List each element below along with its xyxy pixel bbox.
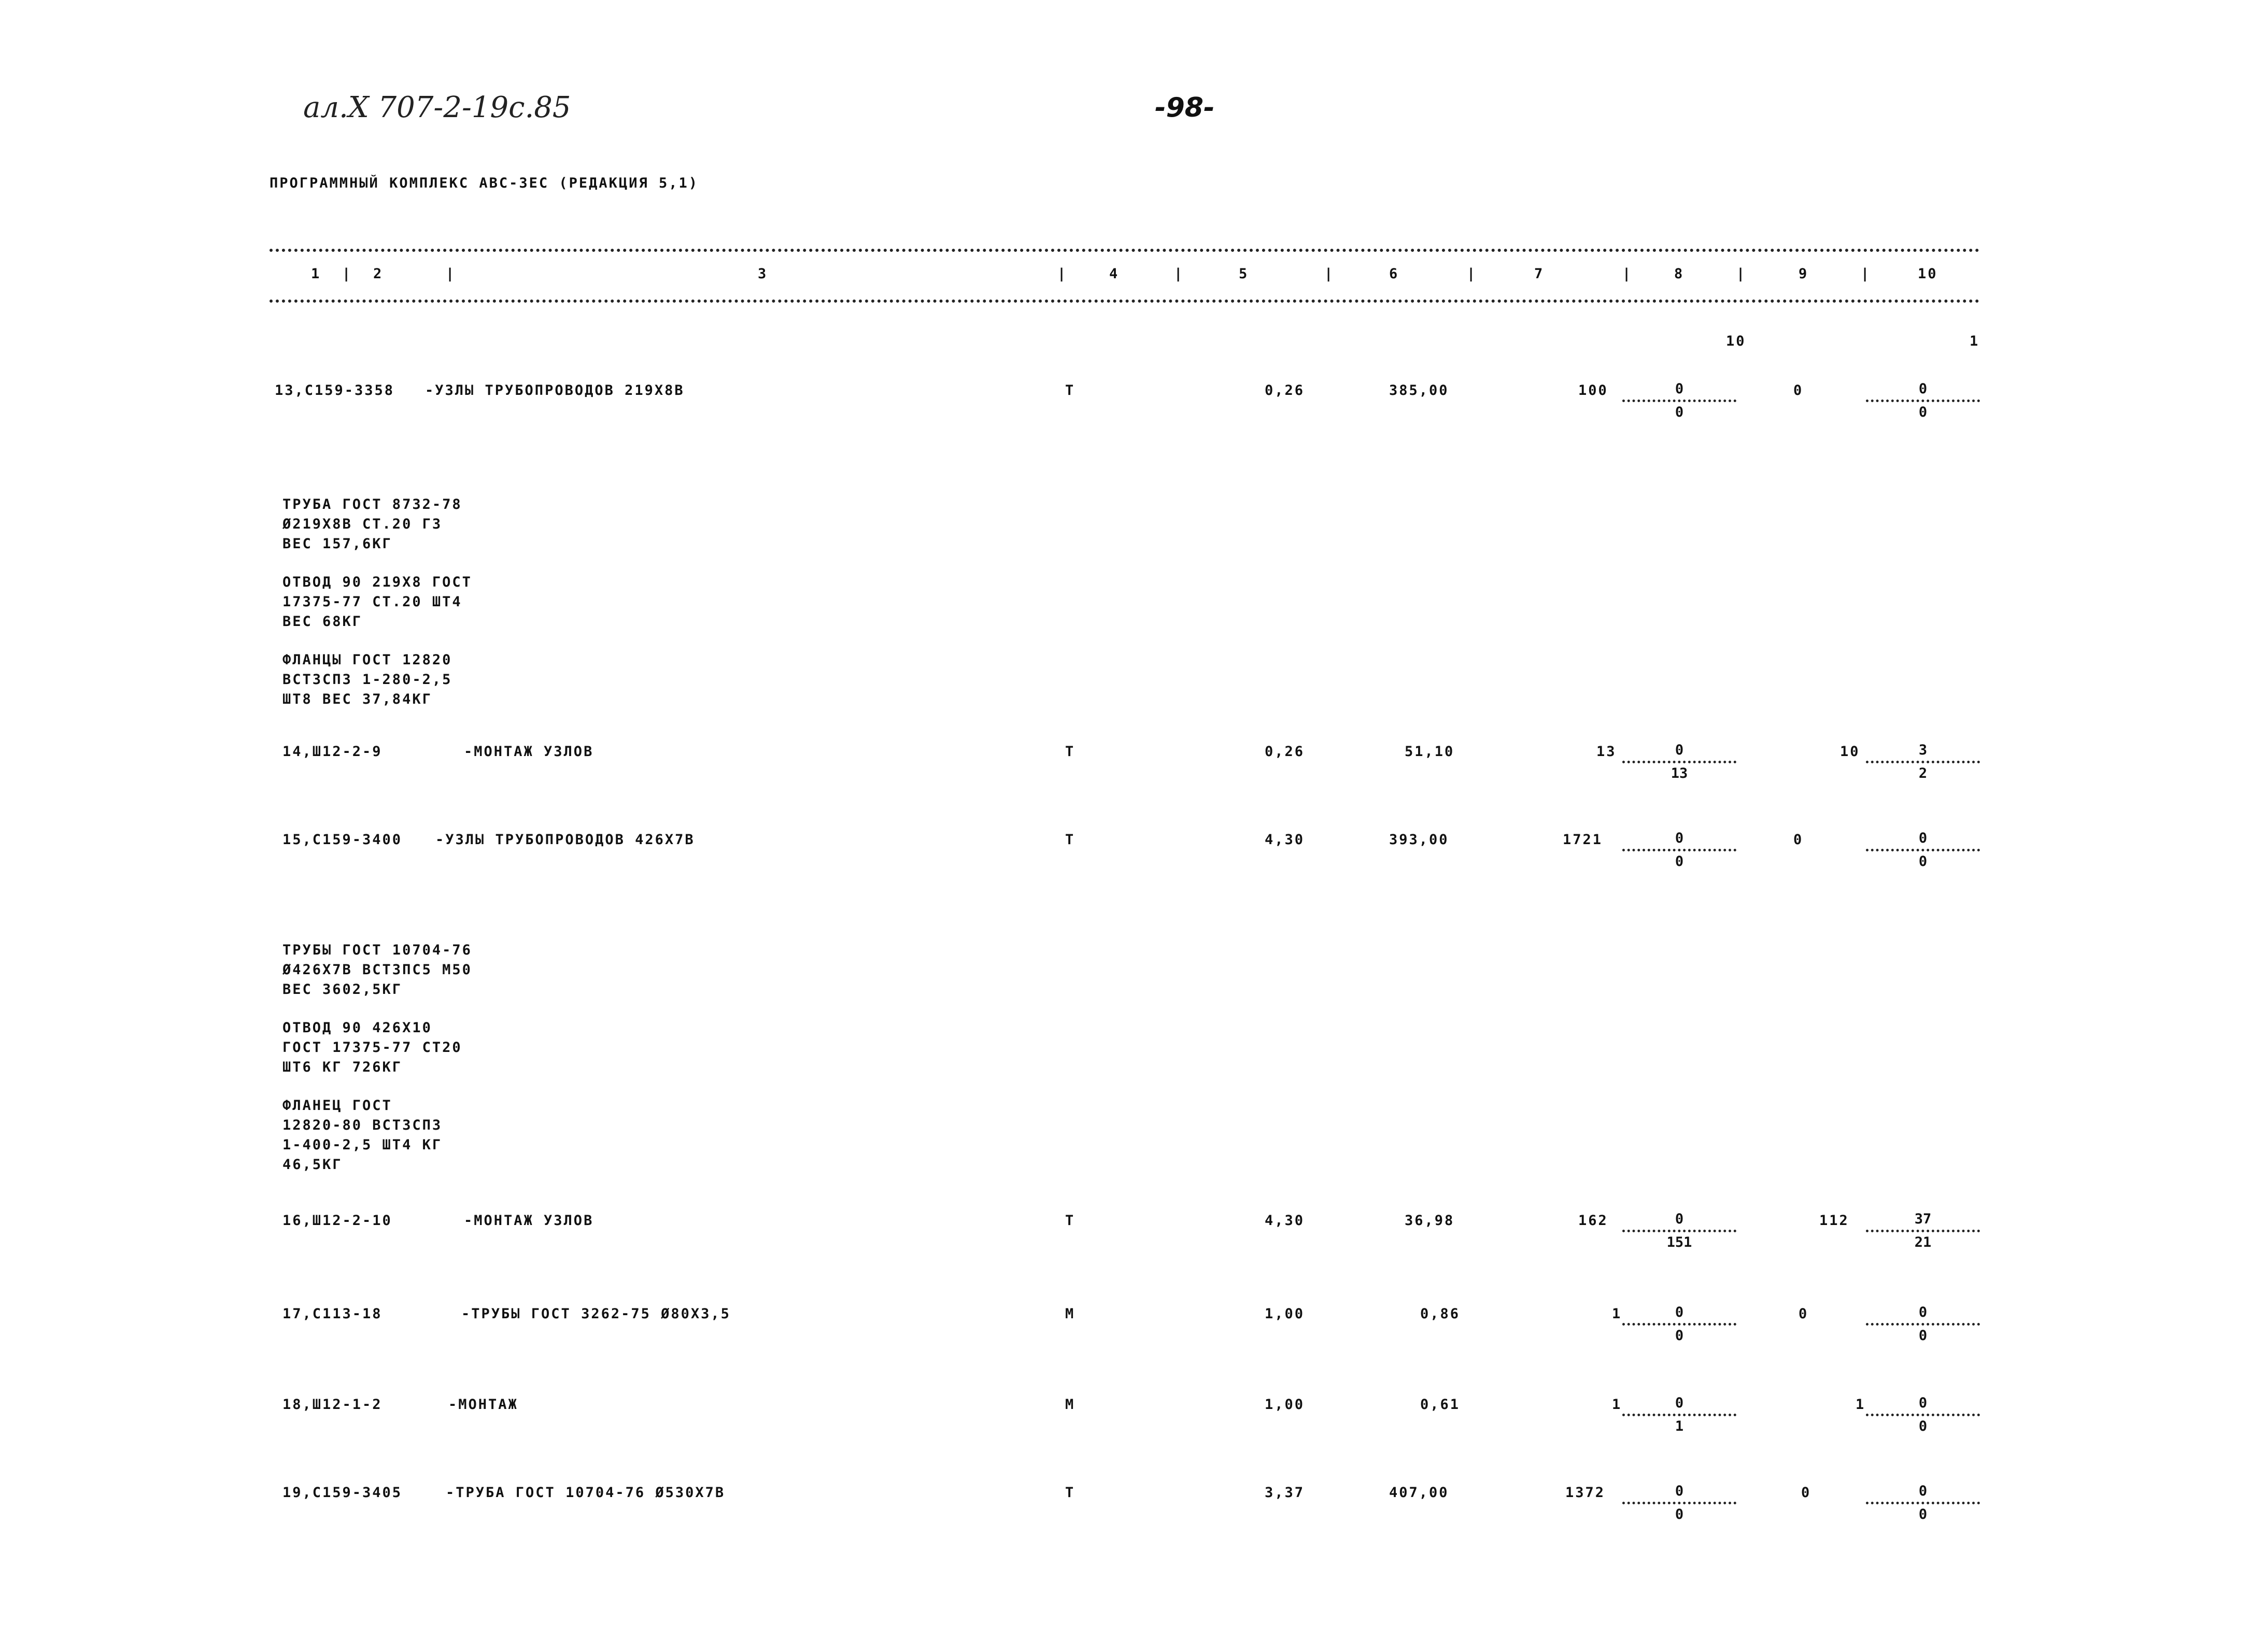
row-code: 14,Ш12-2-9 [282,744,383,760]
fraction-bar [1622,1230,1736,1232]
row-fraction-col8 [1622,742,1736,782]
fraction-bottom: 151 [1666,1234,1692,1250]
col-number-1: 1 [311,266,321,282]
fraction-top: 0 [1675,830,1684,846]
col-number-10: 10 [1918,266,1938,282]
row-price: 385,00 [1389,382,1449,398]
row-col9: 0 [1793,382,1804,398]
row-unit: Т [1065,382,1075,398]
header-top-rule [270,249,1980,252]
row-price: 36,98 [1405,1213,1455,1229]
row-name: -МОНТАЖ [448,1397,518,1413]
col-number-9: 9 [1799,266,1809,282]
row-name: -УЗЛЫ ТРУБОПРОВОДОВ 426Х7В [435,832,695,848]
row-total: 162 [1578,1213,1608,1229]
row-col9: 112 [1819,1213,1849,1229]
fraction-top: 0 [1918,381,1928,397]
col-number-8: 8 [1674,266,1684,282]
note-line: ШТ6 КГ 726КГ [282,1059,403,1075]
row-total: 1 [1612,1306,1622,1322]
row-fraction-col8 [1622,1483,1736,1523]
row-unit: Т [1065,744,1075,760]
row-name: -ТРУБА ГОСТ 10704-76 Ø530Х7В [446,1485,726,1501]
row-code: 18,Ш12-1-2 [282,1397,383,1413]
fraction-top: 0 [1675,1211,1684,1227]
fraction-bar [1622,400,1736,402]
note-line: ШТ8 ВЕС 37,84КГ [282,691,432,707]
fraction-bar [1866,849,1980,851]
row-price: 0,86 [1420,1306,1461,1322]
fraction-bottom: 0 [1918,1506,1928,1522]
program-title: ПРОГРАММНЫЙ КОМПЛЕКС АВС-3ЕС (РЕДАКЦИЯ 5,1) [270,175,699,191]
material-notes-b [282,941,472,1175]
row-fraction-col10 [1866,830,1980,870]
row-col9: 10 [1840,744,1860,760]
fraction-bottom: 0 [1918,1328,1928,1344]
note-line: 1-400-2,5 ШТ4 КГ [282,1137,443,1153]
fraction-bar [1866,761,1980,763]
fraction-bottom: 0 [1675,1506,1684,1522]
fraction-bar [1622,1414,1736,1416]
row-fraction-col8 [1622,830,1736,870]
col-separator: | [446,266,456,282]
col-separator: | [1324,266,1335,282]
row-col9: 0 [1801,1485,1811,1501]
row-price: 0,61 [1420,1397,1461,1413]
fraction-top: 0 [1675,1304,1684,1320]
row-total: 1372 [1565,1485,1606,1501]
note-line: 12820-80 ВСТ3СП3 [282,1117,443,1133]
row-code: 15,С159-3400 [282,832,403,848]
row-total: 1721 [1563,832,1603,848]
row-total: 1 [1612,1397,1622,1413]
fraction-top: 0 [1918,1483,1928,1499]
fraction-top: 0 [1918,1395,1928,1411]
col-number-6: 6 [1389,266,1399,282]
fraction-bar [1866,1414,1980,1416]
row-quantity: 1,00 [1265,1306,1305,1322]
fraction-bottom: 0 [1918,1418,1928,1434]
col-separator: | [1467,266,1477,282]
note-line: ВСТ3СП3 1-280-2,5 [282,672,452,688]
row-price: 51,10 [1405,744,1455,760]
top-value-col10: 1 [1970,333,1980,349]
note-line: ФЛАНЦЫ ГОСТ 12820 [282,652,452,668]
note-line: Ø219Х8В СТ.20 ГЗ [282,516,443,532]
col-number-7: 7 [1534,266,1545,282]
row-unit: М [1065,1306,1075,1322]
row-col9: 1 [1856,1397,1866,1413]
document-reference: ал.Х 707-2-19с.85 [303,91,571,124]
fraction-bottom: 13 [1671,765,1688,781]
col-number-5: 5 [1239,266,1249,282]
row-name: -МОНТАЖ УЗЛОВ [464,744,594,760]
row-total: 13 [1596,744,1617,760]
row-quantity: 0,26 [1265,382,1305,398]
fraction-bar [1622,849,1736,851]
note-line: ВЕС 157,6КГ [282,536,392,552]
row-quantity: 0,26 [1265,744,1305,760]
fraction-bar [1866,1230,1980,1232]
page-number: -98- [1155,92,1215,123]
row-unit: Т [1065,832,1075,848]
fraction-bar [1866,1323,1980,1326]
note-line: ВЕС 68КГ [282,614,363,630]
note-line: ТРУБЫ ГОСТ 10704-76 [282,942,472,958]
col-number-3: 3 [758,266,768,282]
fraction-top: 0 [1675,742,1684,758]
row-col9: 0 [1799,1306,1809,1322]
fraction-top: 0 [1918,830,1928,846]
row-fraction-col8 [1622,1211,1736,1251]
row-code: 19,С159-3405 [282,1485,403,1501]
fraction-bottom: 0 [1675,1328,1684,1344]
row-unit: Т [1065,1485,1075,1501]
fraction-top: 37 [1914,1211,1932,1227]
row-code: 13,С159-3358 [275,382,395,398]
row-code: 17,С113-18 [282,1306,383,1322]
fraction-bar [1866,1502,1980,1504]
col-separator: | [342,266,352,282]
material-notes-a [282,495,472,709]
col-separator: | [1174,266,1184,282]
note-line: Ø426Х7В ВСТ3ПС5 М50 [282,962,472,978]
row-fraction-col10 [1866,1395,1980,1435]
note-line: ГОСТ 17375-77 СТ20 [282,1039,462,1056]
col-number-4: 4 [1109,266,1120,282]
note-line: 46,5КГ [282,1157,343,1173]
note-line: ФЛАНЕЦ ГОСТ [282,1098,392,1114]
col-separator: | [1736,266,1747,282]
col-separator: | [1057,266,1068,282]
note-line: ВЕС 3602,5КГ [282,981,403,998]
row-col9: 0 [1793,832,1804,848]
fraction-bottom: 0 [1918,853,1928,870]
fraction-bar [1622,1323,1736,1326]
col-separator: | [1861,266,1871,282]
fraction-bottom: 0 [1918,404,1928,420]
row-quantity: 3,37 [1265,1485,1305,1501]
fraction-bottom: 21 [1914,1234,1932,1250]
row-fraction-col8 [1622,1304,1736,1344]
row-name: -ТРУБЫ ГОСТ 3262-75 Ø80Х3,5 [461,1306,731,1322]
fraction-top: 0 [1675,381,1684,397]
fraction-bar [1622,761,1736,763]
row-fraction-col10 [1866,1304,1980,1344]
row-unit: М [1065,1397,1075,1413]
header-bottom-rule [270,300,1980,303]
row-quantity: 1,00 [1265,1397,1305,1413]
col-number-2: 2 [373,266,384,282]
row-fraction-col10 [1866,1483,1980,1523]
fraction-bottom: 1 [1675,1418,1684,1434]
fraction-top: 3 [1918,742,1928,758]
row-fraction-col10 [1866,1211,1980,1251]
row-name: -УЗЛЫ ТРУБОПРОВОДОВ 219Х8В [425,382,685,398]
row-quantity: 4,30 [1265,832,1305,848]
note-line: ОТВОД 90 219Х8 ГОСТ [282,574,472,590]
row-fraction-col10 [1866,381,1980,421]
fraction-bottom: 2 [1918,765,1928,781]
row-price: 393,00 [1389,832,1449,848]
row-quantity: 4,30 [1265,1213,1305,1229]
row-fraction-col10 [1866,742,1980,782]
fraction-top: 0 [1918,1304,1928,1320]
fraction-bar [1622,1502,1736,1504]
row-fraction-col8 [1622,1395,1736,1435]
row-name: -МОНТАЖ УЗЛОВ [464,1213,594,1229]
fraction-bar [1866,400,1980,402]
note-line: ТРУБА ГОСТ 8732-78 [282,496,462,512]
row-code: 16,Ш12-2-10 [282,1213,392,1229]
row-unit: Т [1065,1213,1075,1229]
fraction-bottom: 0 [1675,853,1684,870]
row-price: 407,00 [1389,1485,1449,1501]
row-fraction-col8 [1622,381,1736,421]
top-value-col8: 10 [1726,333,1746,349]
fraction-top: 0 [1675,1483,1684,1499]
note-line: ОТВОД 90 426Х10 [282,1020,432,1036]
fraction-bottom: 0 [1675,404,1684,420]
fraction-top: 0 [1675,1395,1684,1411]
col-separator: | [1622,266,1633,282]
row-total: 100 [1578,382,1608,398]
note-line: 17375-77 СТ.20 ШТ4 [282,594,462,610]
